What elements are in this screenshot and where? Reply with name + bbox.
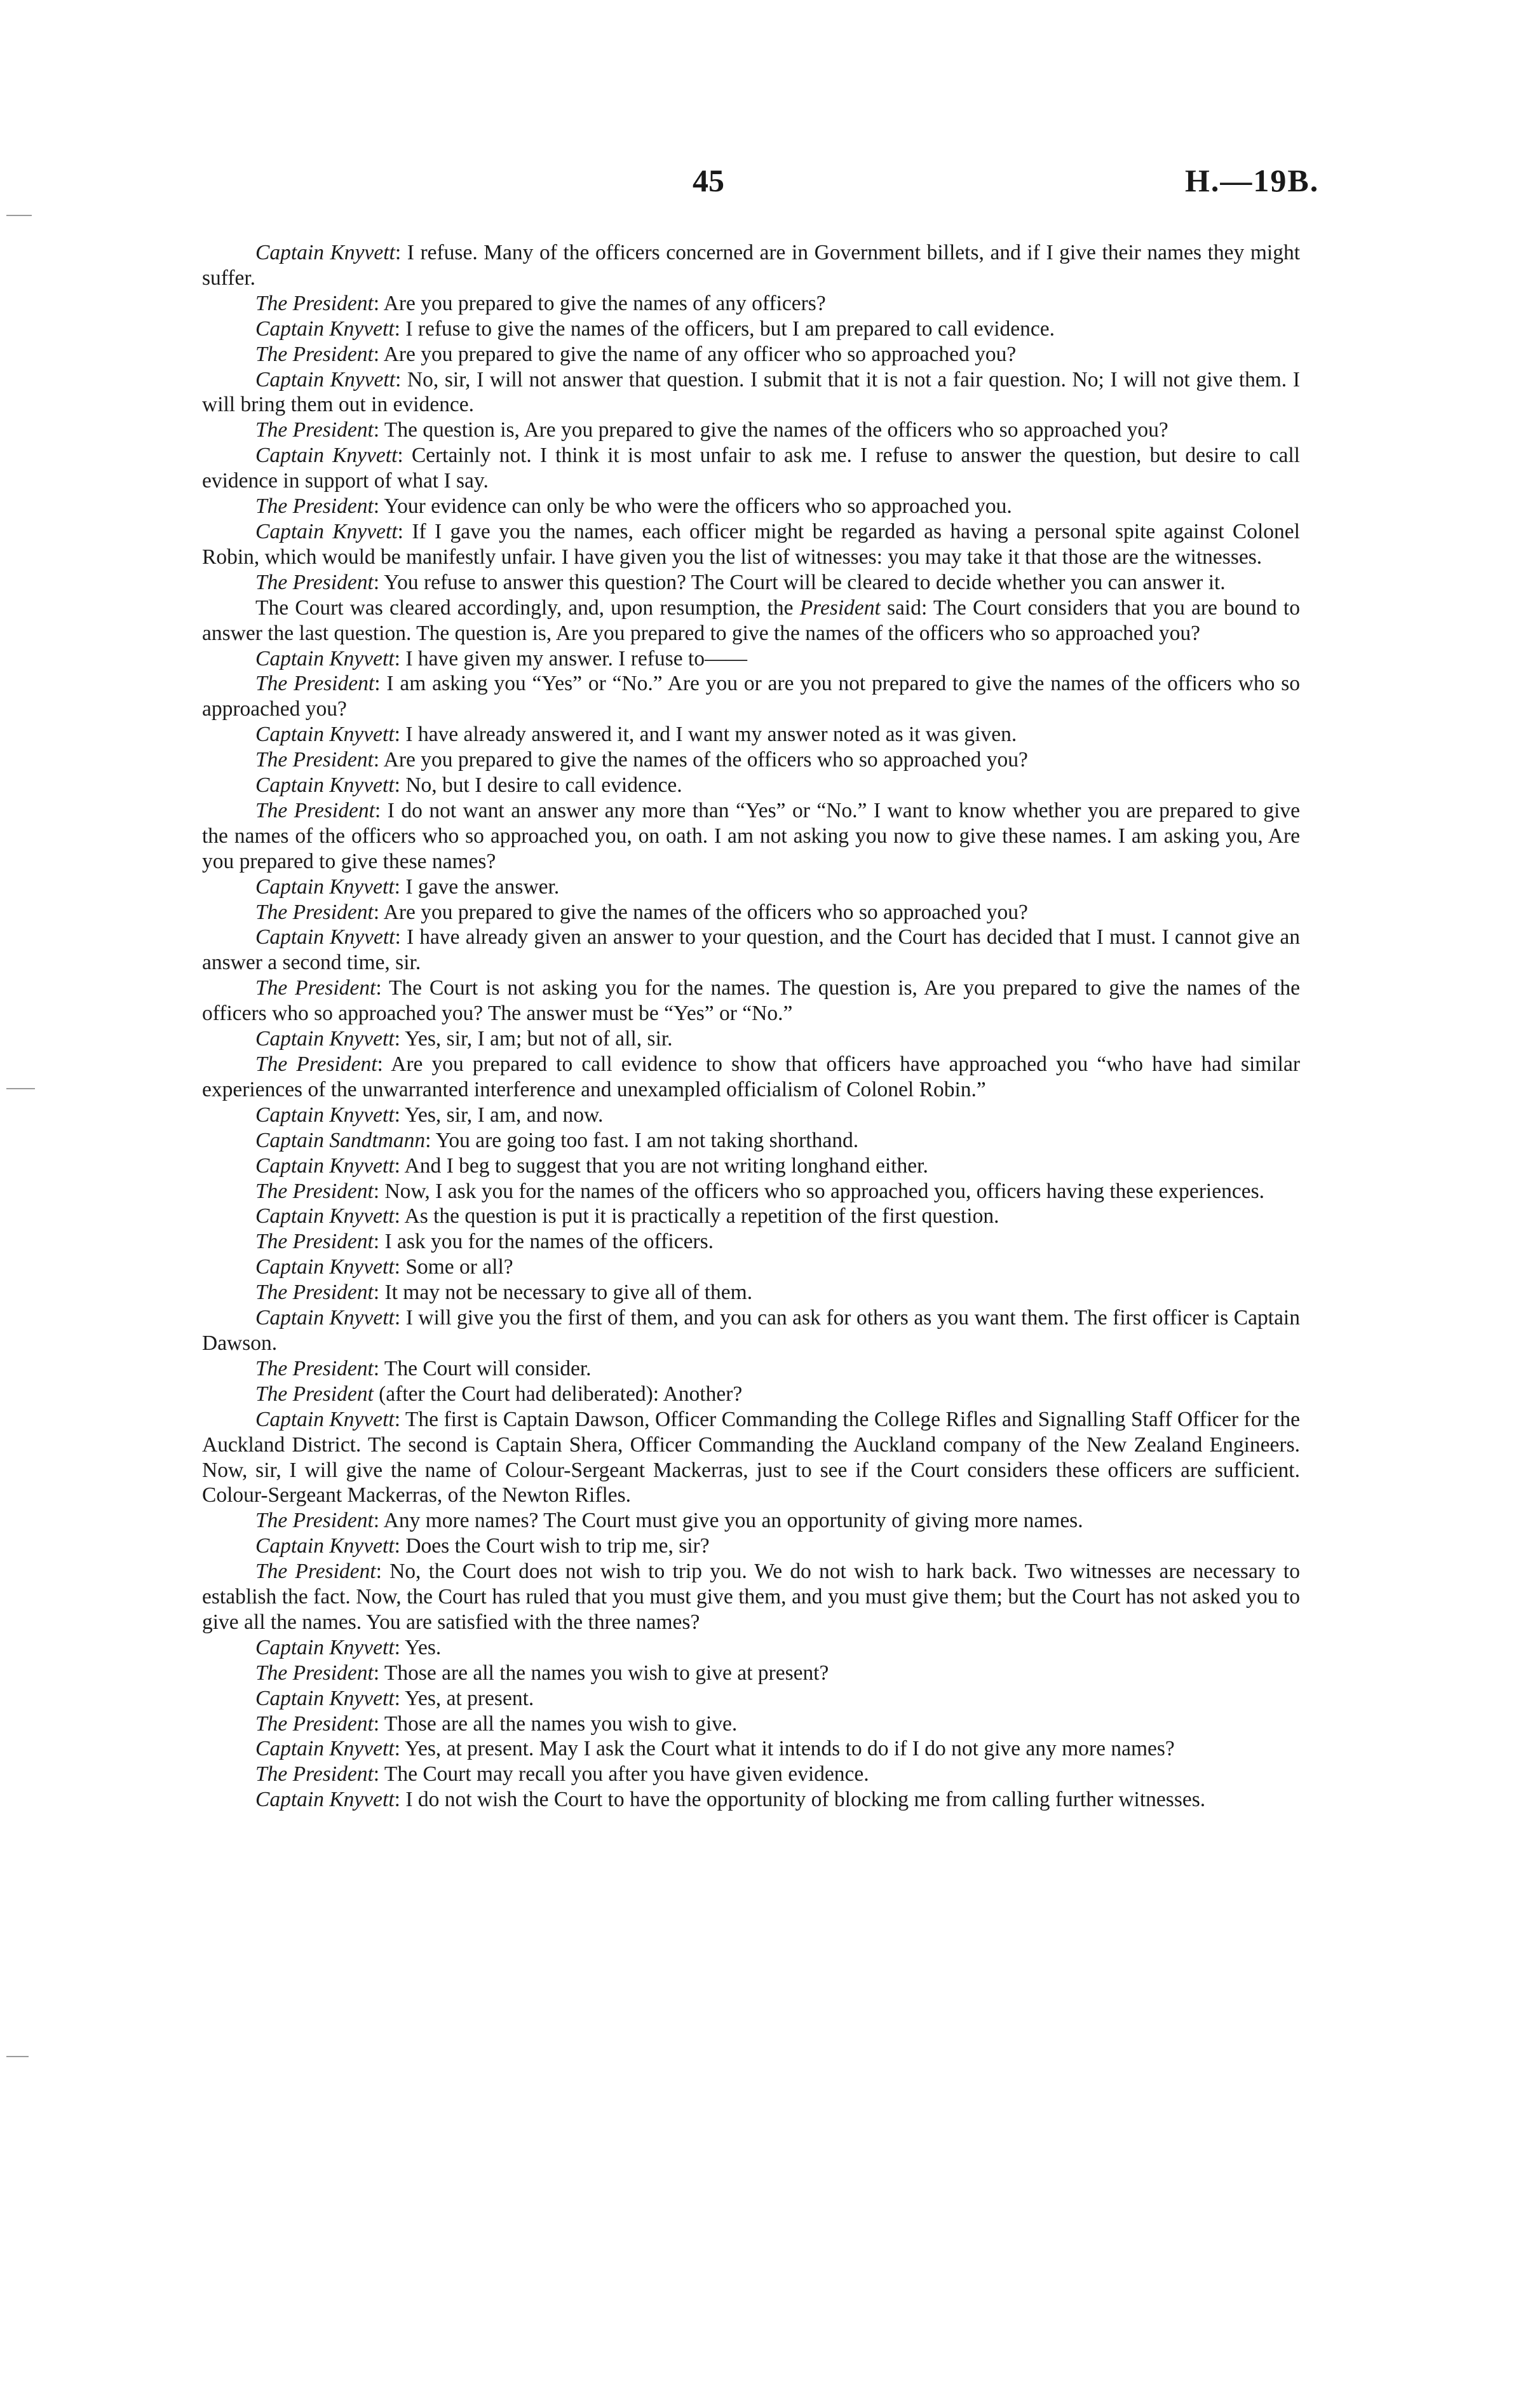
spoken-text: You refuse to answer this question? The Court will be cleared to decide whether you can answer it. — [384, 570, 1226, 594]
spoken-text: I ask you for the names of the officers. — [384, 1230, 714, 1254]
spoken-text: Yes, at present. May I ask the Court what it intends to do if I do not give any more names? — [405, 1737, 1175, 1761]
transcript-paragraph — [202, 1382, 1300, 1407]
transcript-paragraph — [202, 1280, 1300, 1305]
spoken-text: Those are all the names you wish to give. — [384, 1711, 738, 1736]
spoken-text: Are you prepared to give the names of any officers? — [383, 291, 826, 315]
transcript-paragraph — [202, 976, 1300, 1026]
transcript-body — [202, 240, 1300, 1813]
speaker-name: Captain Knyvett : — [255, 925, 407, 949]
page-number: 45 — [693, 163, 724, 198]
speaker-name: Captain Knyvett : — [255, 1027, 405, 1051]
spoken-text: Are you prepared to give the names of the officers who so approached you? — [383, 900, 1028, 924]
scan-mark — [6, 2056, 29, 2057]
speaker-name: The President : — [255, 418, 384, 442]
spoken-text: I will give you the first of them, and you can ask for others as you want them. The first officer is Captain Dawson. — [202, 1306, 1300, 1355]
spoken-text: No, the Court does not wish to trip you. We do not wish to hark back. Two witnesses are necessary to establish the fact. Now, the Court has ruled that you must give them, and you must give them; but the Court has not asked you to give all the names. You are satisfied with the three names? — [202, 1560, 1300, 1634]
narrative-text: said: The Court considers that you are bound to answer the last question. The question is, Are you prepared to give the names of the officers who so approached you? — [202, 595, 1300, 645]
transcript-paragraph — [202, 722, 1300, 747]
speaker-name: Captain Knyvett : — [255, 1204, 405, 1228]
spoken-text: I refuse. Many of the officers concerned are in Government billets, and if I give their names they might suffer. — [202, 241, 1300, 290]
transcript-paragraph — [202, 900, 1300, 925]
spoken-text: I do not wish the Court to have the opportunity of blocking me from calling further witnesses. — [405, 1788, 1206, 1812]
speaker-name: The President : — [255, 1712, 384, 1736]
spoken-text: I am asking you “Yes” or “No.” Are you or are you not prepared to give the names of the officers who so approached you? — [202, 672, 1300, 721]
speaker-name: Captain Knyvett : — [255, 875, 405, 899]
speaker-name: The President : — [255, 1357, 384, 1380]
scan-mark — [6, 215, 32, 216]
speaker-name: Captain Knyvett : — [255, 1255, 405, 1279]
speaker-name: The President : — [255, 1509, 384, 1532]
spoken-text: I have already answered it, and I want my answer noted as it was given. — [405, 723, 1017, 747]
transcript-paragraph — [202, 1052, 1300, 1103]
speaker-name: The President : — [255, 494, 384, 518]
spoken-text: I do not want an answer any more than “Yes” or “No.” I want to know whether you are prepared to give the names of the officers who so approached you, on oath. I am not asking you now to give these names. I am asking you, Are you prepared to give these names? — [202, 798, 1300, 873]
transcript-paragraph — [202, 1762, 1300, 1787]
speaker-name: Captain Knyvett : — [255, 241, 407, 264]
speaker-name: Captain Knyvett : — [255, 1306, 406, 1330]
spoken-text: Any more names? The Court must give you an opportunity of giving more names. — [383, 1509, 1083, 1533]
transcript-paragraph — [202, 798, 1300, 874]
transcript-paragraph — [202, 925, 1300, 976]
speaker-name: Captain Knyvett : — [255, 317, 405, 341]
speaker-name: The President : — [255, 571, 384, 594]
speaker-name: The President : — [255, 1661, 384, 1685]
transcript-paragraph — [202, 1407, 1300, 1509]
transcript-paragraph — [202, 240, 1300, 291]
speaker-name: The President : — [255, 799, 388, 822]
speaker-name: Captain Knyvett : — [255, 1103, 405, 1127]
transcript-paragraph — [202, 443, 1300, 494]
spoken-text: As the question is put it is practically a repetition of the first question. — [404, 1204, 999, 1228]
speaker-name: The President : — [255, 1180, 384, 1203]
spoken-text: No, sir, I will not answer that question. I submit that it is not a fair question. No; I will not give them. I will bring them out in evidence. — [202, 367, 1300, 417]
transcript-paragraph — [202, 1661, 1300, 1686]
spoken-text: The first is Captain Dawson, Officer Commanding the College Rifles and Signalling Staff Officer for the Auckland District. The second is Captain Shera, Officer Commanding the Auckland company of the New Zealand Engineers. Now, sir, I will give the name of Colour-Sergeant Mackerras, just to see if the Court considers these officers are sufficient. Colour-Sergeant Mackerras, of the Newton Rifles. — [202, 1407, 1300, 1507]
spoken-text: I gave the answer. — [405, 874, 560, 899]
speaker-name: Captain Sandtmann : — [255, 1129, 436, 1152]
transcript-paragraph — [202, 342, 1300, 367]
speaker-name: Captain Knyvett : — [255, 1408, 405, 1431]
transcript-paragraph — [202, 316, 1300, 342]
transcript-paragraph — [202, 519, 1300, 570]
transcript-paragraph — [202, 1686, 1300, 1711]
document-reference: H.—19B. — [1185, 163, 1320, 198]
spoken-text: No, but I desire to call evidence. — [405, 773, 682, 798]
transcript-paragraph — [202, 1305, 1300, 1356]
spoken-text: I refuse to give the names of the officers, but I am prepared to call evidence. — [405, 316, 1055, 341]
speaker-name: Captain Knyvett : — [255, 1534, 405, 1558]
spoken-text: Yes, sir, I am, and now. — [405, 1103, 604, 1127]
speaker-name: The President : — [255, 748, 384, 772]
speaker-name: The President : — [255, 976, 389, 1000]
spoken-text: And I beg to suggest that you are not writing longhand either. — [404, 1153, 928, 1178]
transcript-paragraph — [202, 1711, 1300, 1737]
spoken-text: The question is, Are you prepared to give the names of the officers who so approached you? — [384, 418, 1168, 442]
scan-mark — [6, 1088, 35, 1089]
speaker-name: Captain Knyvett : — [255, 1788, 405, 1811]
transcript-paragraph — [202, 874, 1300, 900]
transcript-paragraph — [202, 1153, 1300, 1179]
transcript-paragraph — [202, 494, 1300, 519]
transcript-paragraph — [202, 1255, 1300, 1280]
speaker-name: Captain Knyvett : — [255, 1636, 405, 1659]
transcript-paragraph — [202, 367, 1300, 418]
speaker-name: Captain Knyvett : — [255, 444, 412, 467]
spoken-text: Are you prepared to call evidence to show that officers have approached you “who have had similar experiences of the unwarranted interference and unexampled officialism of Colonel Robin.” — [202, 1052, 1300, 1101]
speaker-name: Captain Knyvett : — [255, 647, 405, 670]
spoken-text: Your evidence can only be who were the officers who so approached you. — [384, 494, 1012, 519]
speaker-name: The President : — [255, 1230, 384, 1253]
italic-term: President — [799, 595, 881, 620]
speaker-name: The President — [255, 1382, 374, 1406]
spoken-text: Are you prepared to give the name of any officer who so approached you? — [383, 342, 1017, 366]
spoken-text: The Court is not asking you for the names. The question is, Are you prepared to give the names of the officers who so approached you? The answer must be “Yes” or “No.” — [202, 976, 1300, 1026]
transcript-paragraph — [202, 418, 1300, 443]
speaker-name: Captain Knyvett : — [255, 773, 405, 797]
transcript-paragraph — [202, 747, 1300, 773]
spoken-text: Another? — [663, 1382, 743, 1406]
stage-direction: (after the Court had deliberated): — [373, 1382, 663, 1406]
transcript-paragraph — [202, 1179, 1300, 1204]
speaker-name: The President : — [255, 1560, 389, 1583]
spoken-text: The Court may recall you after you have given evidence. — [384, 1762, 869, 1786]
transcript-paragraph — [202, 1229, 1300, 1255]
speaker-name: Captain Knyvett : — [255, 1687, 405, 1710]
transcript-paragraph — [202, 291, 1300, 316]
speaker-name: Captain Knyvett : — [255, 368, 407, 391]
transcript-paragraph — [202, 1026, 1300, 1052]
spoken-text: Some or all? — [405, 1255, 513, 1279]
spoken-text: Now, I ask you for the names of the officers who so approached you, officers having these experiences. — [384, 1179, 1264, 1203]
speaker-name: The President : — [255, 1762, 384, 1786]
speaker-name: The President : — [255, 343, 384, 366]
transcript-paragraph — [202, 1635, 1300, 1661]
speaker-name: Captain Knyvett : — [255, 723, 405, 746]
transcript-paragraph — [202, 1356, 1300, 1382]
spoken-text: Those are all the names you wish to give at present? — [384, 1661, 829, 1685]
transcript-paragraph — [202, 1534, 1300, 1559]
spoken-text: I have already given an answer to your question, and the Court has decided that I must. I cannot give an answer a second time, sir. — [202, 925, 1301, 975]
transcript-paragraph — [202, 646, 1300, 672]
spoken-text: Yes, at present. — [405, 1686, 534, 1710]
spoken-text: Does the Court wish to trip me, sir? — [405, 1534, 710, 1558]
speaker-name: The President : — [255, 292, 384, 315]
spoken-text: The Court will consider. — [384, 1356, 592, 1380]
spoken-text: I have given my answer. I refuse to—— — [405, 646, 748, 670]
transcript-paragraph — [202, 595, 1300, 646]
page-header — [0, 162, 1516, 213]
spoken-text: Are you prepared to give the names of the officers who so approached you? — [383, 748, 1028, 772]
spoken-text: Yes, sir, I am; but not of all, sir. — [405, 1027, 673, 1051]
spoken-text: Certainly not. I think it is most unfair to ask me. I refuse to answer the question, but desire to call evidence in support of what I say. — [202, 444, 1300, 493]
spoken-text: Yes. — [405, 1635, 442, 1659]
speaker-name: The President : — [255, 1052, 391, 1076]
speaker-name: Captain Knyvett : — [255, 1737, 405, 1760]
transcript-paragraph — [202, 1508, 1300, 1534]
transcript-paragraph — [202, 1736, 1300, 1762]
spoken-text: You are going too fast. I am not taking shorthand. — [435, 1128, 859, 1152]
transcript-paragraph — [202, 1204, 1300, 1229]
transcript-paragraph — [202, 570, 1300, 595]
narrative-text: The Court was cleared accordingly, and, upon resumption, the — [255, 595, 800, 620]
speaker-name: The President : — [255, 1281, 384, 1304]
speaker-name: Captain Knyvett : — [255, 520, 412, 543]
speaker-name: Captain Knyvett : — [255, 1154, 405, 1178]
transcript-paragraph — [202, 1787, 1300, 1813]
speaker-name: The President : — [255, 901, 384, 924]
transcript-paragraph — [202, 671, 1300, 722]
transcript-paragraph — [202, 1128, 1300, 1153]
speaker-name: The President : — [255, 672, 386, 695]
spoken-text: If I gave you the names, each officer might be regarded as having a personal spite against Colonel Robin, which would be manifestly unfair. I have given you the list of witnesses: you may take it that those are the witnesses. — [202, 519, 1300, 569]
transcript-paragraph — [202, 1103, 1300, 1128]
transcript-paragraph — [202, 1559, 1300, 1635]
spoken-text: It may not be necessary to give all of them. — [384, 1281, 753, 1305]
transcript-paragraph — [202, 773, 1300, 798]
